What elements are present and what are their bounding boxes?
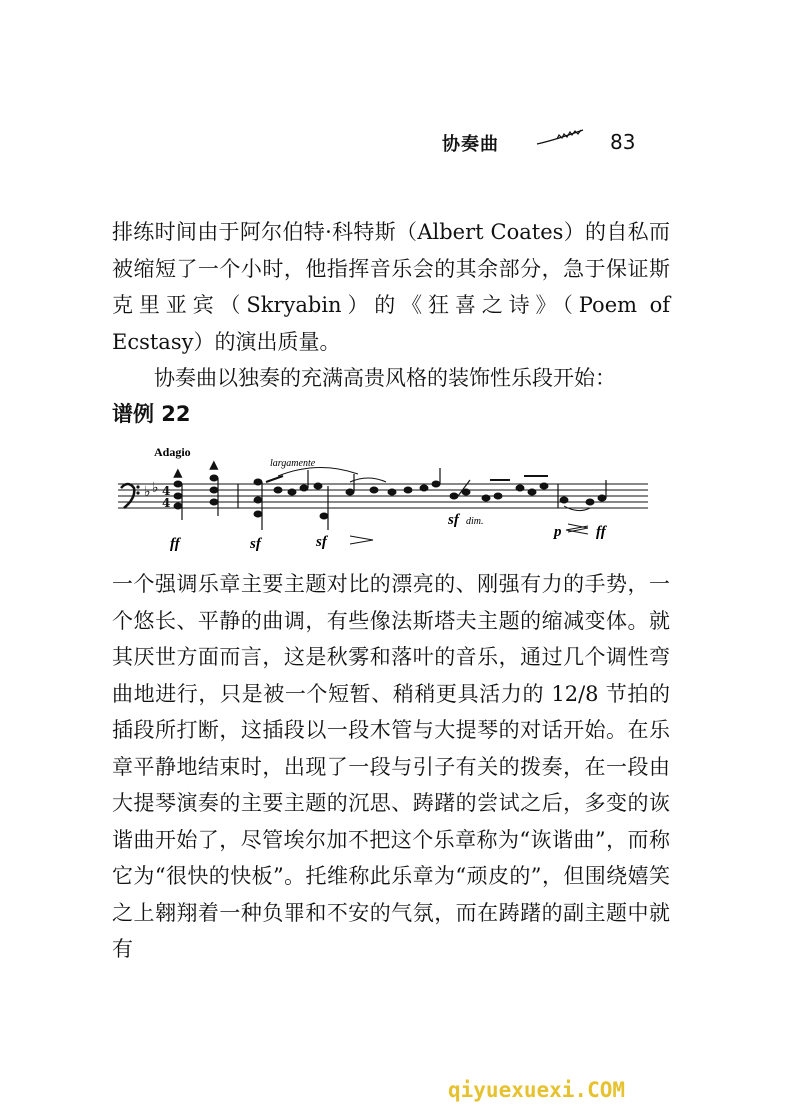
expression-marking: largamente — [270, 458, 316, 469]
svg-text:4: 4 — [162, 484, 171, 498]
dynamic-sf-1: sf — [250, 536, 261, 552]
svg-text:♭: ♭ — [152, 480, 159, 496]
svg-text:♭: ♭ — [144, 484, 151, 500]
dynamic-p: p — [554, 524, 562, 540]
svg-text:4: 4 — [162, 496, 171, 510]
svg-text:▲: ▲ — [174, 468, 182, 479]
page-number: 83 — [610, 130, 636, 154]
site-watermark: qiyuexuexi.COM — [448, 1078, 626, 1102]
dynamic-dim: dim. — [466, 516, 484, 527]
running-header-title: 协奏曲 — [442, 134, 499, 155]
dynamic-sf-3: sf — [448, 512, 459, 528]
dynamic-sf-2: sf — [316, 534, 327, 550]
paragraph-1: 排练时间由于阿尔伯特·科特斯（Albert Coates）的自私而被缩短了一个小时，他指挥音乐会的其余部分，急于保证斯克里亚宾（Skryabin）的《狂喜之诗》（Poem of Ecstasy）的演出质量。 — [112, 220, 670, 354]
svg-text:▲: ▲ — [210, 460, 218, 471]
music-score-excerpt — [118, 440, 658, 555]
header-ornament-icon — [535, 126, 585, 146]
dynamic-ff-2: ff — [596, 524, 606, 540]
music-example-label: 谱例 22 — [112, 402, 191, 426]
tempo-marking: Adagio — [154, 445, 191, 459]
dynamic-ff-1: ff — [170, 536, 180, 552]
paragraph-3: 一个强调乐章主要主题对比的漂亮的、刚强有力的手势，一个悠长、平静的曲调，有些像法斯塔夫主题的缩减变体。就其厌世方面而言，这是秋雾和落叶的音乐，通过几个调性弯曲地进行，只是被一个短暂、稍稍更具活力的 12/8 节拍的插段所打断，这插段以一段木管与大提琴的对话开始。在乐章平静地结束时，出现了一段与引子有关的拨奏，在一段由大提琴演奏的主要主题的沉思、踌躇的尝试之后，多变的诙谐曲开始了，尽管埃尔加不把这个乐章称为“诙谐曲”，而称它为“很快的快板”。托维称此乐章为“顽皮的”，但围绕嬉笑之上翱翔着一种负罪和不安的气氛，而在踌躇的副主题中就有 — [112, 572, 670, 961]
paragraph-2: 协奏曲以独奏的充满高贵风格的装饰性乐段开始： — [154, 366, 616, 390]
